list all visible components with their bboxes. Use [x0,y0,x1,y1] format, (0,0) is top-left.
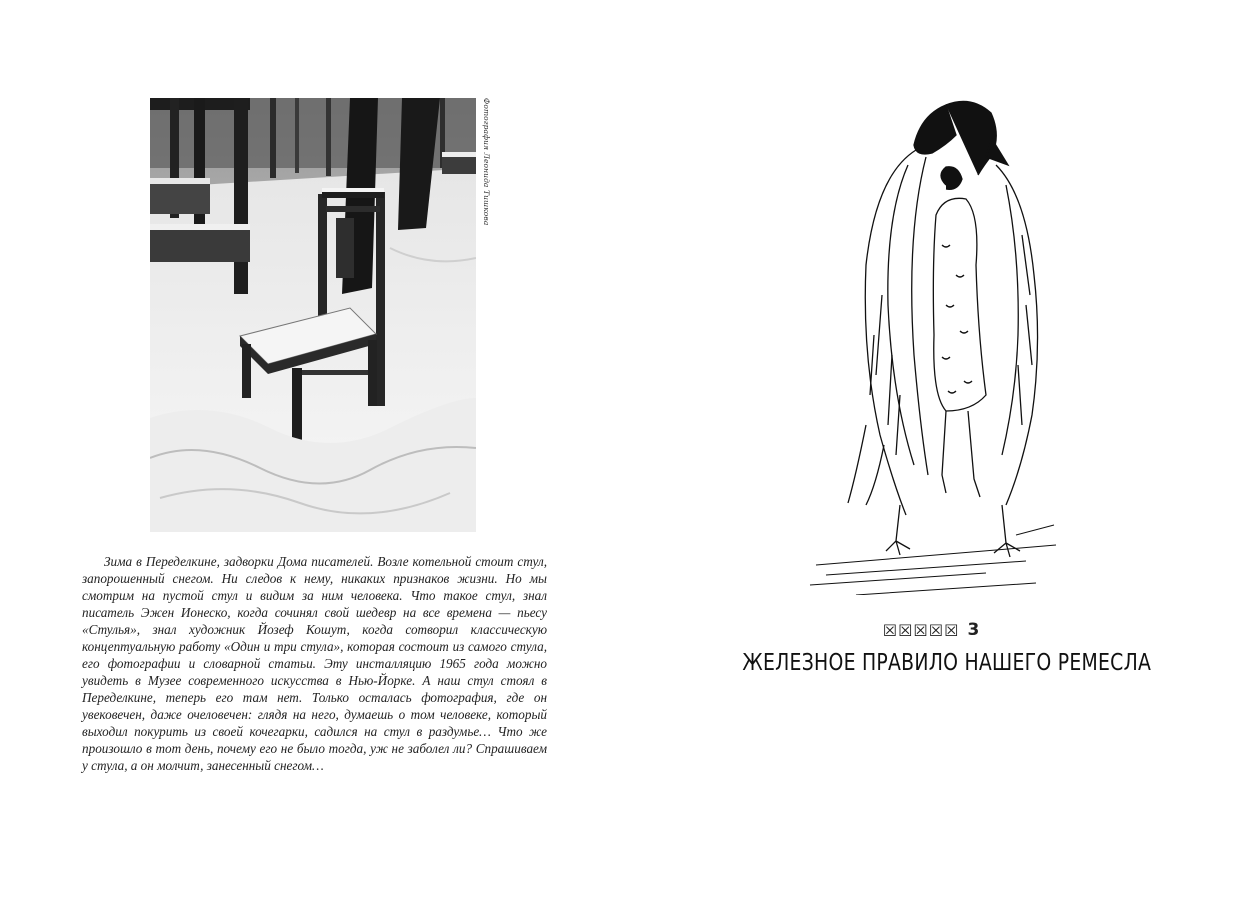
chapter-boxes-icon: ☒☒☒☒☒ [882,620,960,640]
chapter-number: 3 [967,620,980,640]
chapter-heading [701,620,1161,676]
snowy-chair-photo-image [150,98,476,532]
chapter-number-row [701,620,1161,640]
photo-caption: Зима в Переделкине, задворки Дома писателей. Возле котельной стоит стул, запорошенный снегом. Ни следов к нему, никаких признаков жизни. Но мы смотрим на пустой стул и видим за ним человека. Что такое стул, знал писатель Эжен Ионеско, когда сочинял свой шедевр на все времена — пьесу «Стулья», знал художник Йозеф Кошут, когда сотворил классическую концептуальную работу «Один и три стула», которая состоит из самого стула, его фотографии и словарной статьи. Эту инсталляцию 1965 года можно увидеть в Музее современного искусства в Нью-Йорке. А наш стул стоял в Переделкине, теперь его там нет. Только осталась фотография, где он увековечен, даже очеловечен: глядя на него, думаешь о том человеке, который выходил покурить из своей кочегарки, садился на стул в раздумье… Что же произошло в тот день, почему его не было тогда, уж не заболел ли? Спрашиваем у стула, а он молчит, занесенный снегом… [82,554,547,773]
crow-embrace-illustration [796,95,1076,595]
crow-embrace-drawing [796,95,1076,595]
photo-credit: Фотография Леонида Тишкова [482,98,491,226]
chapter-title: ЖЕЛЕЗНОЕ ПРАВИЛО НАШЕГО РЕМЕСЛА [742,650,1152,676]
right-page [621,0,1242,900]
snowy-chair-photo [150,98,476,532]
